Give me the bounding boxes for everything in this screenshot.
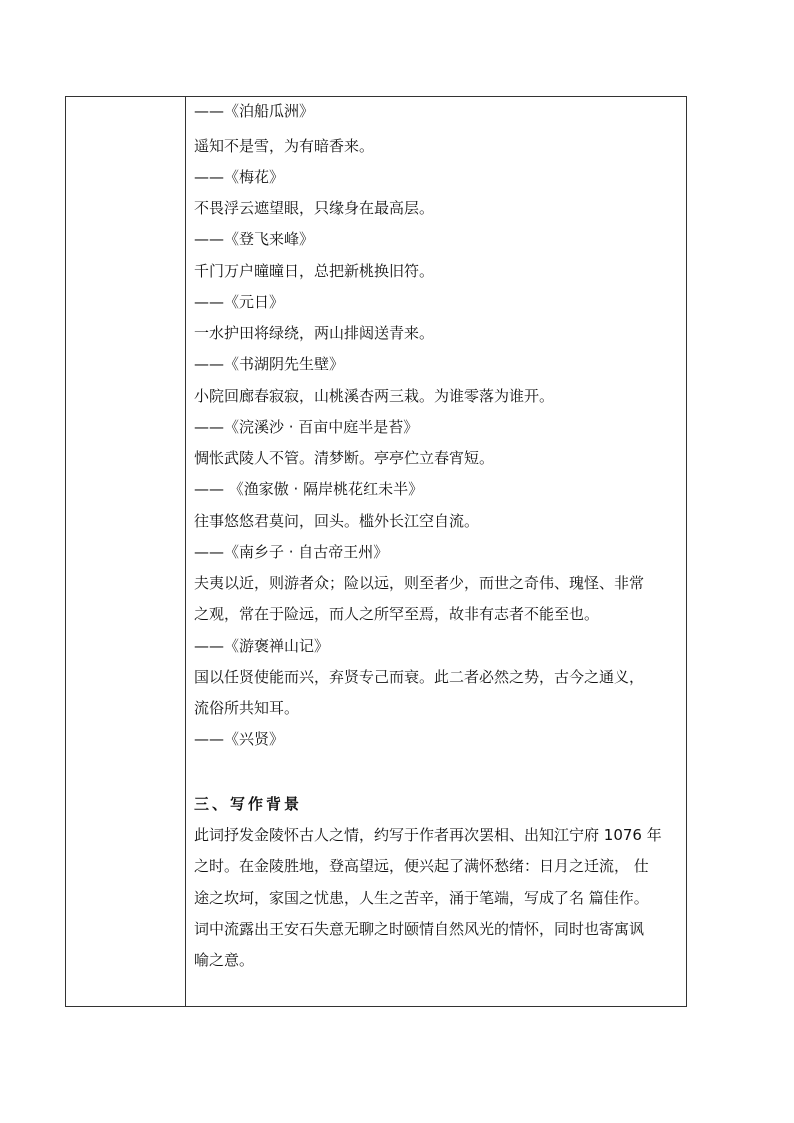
text-line: ——《登飞来峰》 xyxy=(194,230,315,248)
text-line: 遥知不是雪，为有暗香来。 xyxy=(194,137,375,155)
content-table xyxy=(65,96,687,1007)
text-line: ——《游褒禅山记》 xyxy=(194,637,330,655)
paragraph-line: 途之坎坷，家国之忧患，人生之苦辛，涌于笔端，写成了名 篇佳作。 xyxy=(194,889,649,907)
text-line: ——《泊船瓜洲》 xyxy=(194,102,315,120)
text-line: ——《书湖阴先生壁》 xyxy=(194,355,345,373)
text-line: 不畏浮云遮望眼，只缘身在最高层。 xyxy=(194,199,435,217)
text-line: 国以任贤使能而兴，弃贤专己而衰。此二者必然之势，古今之通义， xyxy=(194,668,645,686)
text-line: ——《元日》 xyxy=(194,293,285,311)
text-line: 千门万户曈曈日，总把新桃换旧符。 xyxy=(194,262,435,280)
left-column xyxy=(66,97,186,1006)
paragraph-line: 此词抒发金陵怀古人之情，约写于作者再次罢相、出知江宁府 1076 年 xyxy=(194,826,662,844)
text-line: 一水护田将绿绕，两山排闼送青来。 xyxy=(194,324,435,342)
text-line: ——《浣溪沙 · 百亩中庭半是苔》 xyxy=(194,418,419,436)
text-line: —— 《渔家傲 · 隔岸桃花红未半》 xyxy=(194,480,424,498)
text-line: ——《梅花》 xyxy=(194,168,285,186)
paragraph-line: 词中流露出王安石失意无聊之时颐情自然风光的情怀，同时也寄寓讽 xyxy=(194,920,645,938)
text-line: 往事悠悠君莫问，回头。槛外长江空自流。 xyxy=(194,512,480,530)
text-line: 之观，常在于险远，而人之所罕至焉，故非有志者不能至也。 xyxy=(194,605,600,623)
text-line: ——《南乡子 · 自古帝王州》 xyxy=(194,543,389,561)
text-line: 惆怅武陵人不管。清梦断。亭亭伫立春宵短。 xyxy=(194,449,495,467)
paragraph-line: 之时。在金陵胜地，登高望远，便兴起了满怀愁绪：日月之迁流， 仕 xyxy=(194,857,649,875)
text-line: 夫夷以近，则游者众；险以远，则至者少，而世之奇伟、瑰怪、非常 xyxy=(194,574,645,592)
text-line: 流俗所共知耳。 xyxy=(194,699,300,717)
text-line: ——《兴贤》 xyxy=(194,730,285,748)
text-line: 小院回廊春寂寂，山桃溪杏两三栽。为谁零落为谁开。 xyxy=(194,387,555,405)
section-heading: 三、写作背景 xyxy=(194,795,303,813)
paragraph-line: 喻之意。 xyxy=(194,951,255,969)
